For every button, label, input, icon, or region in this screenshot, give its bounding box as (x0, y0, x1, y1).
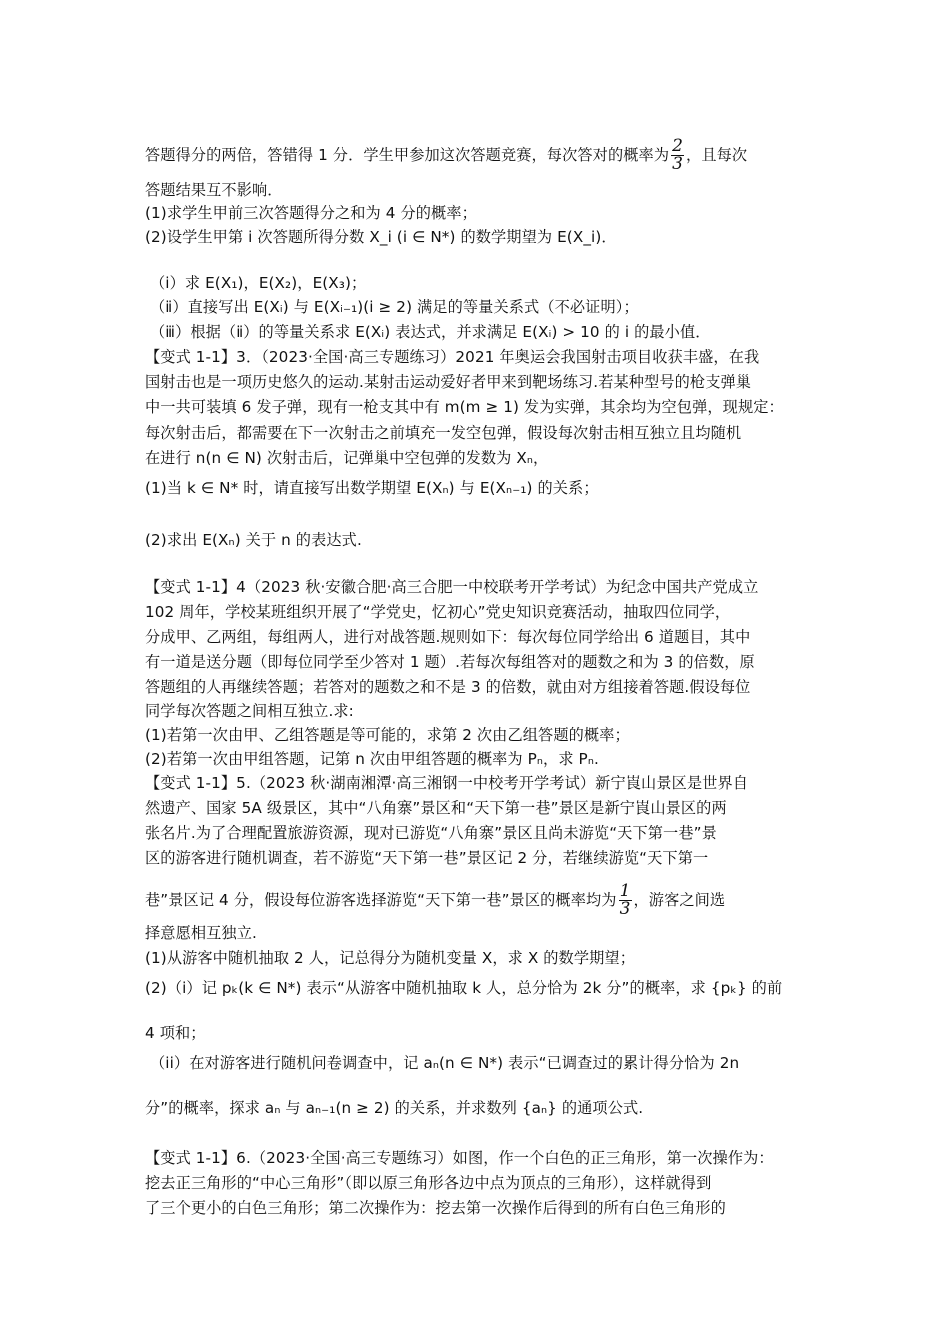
text-line: 【变式 1-1】6.（2023·全国·高三专题练习）如图，作一个白色的正三角形，第一次操作为： (145, 1149, 774, 1167)
text-line: 【变式 1-1】5.（2023 秋·湖南湘潭·高三湘钢一中校考开学考试）新宁崀山景区是世界自 (145, 774, 749, 792)
text-line: (1)从游客中随机抽取 2 人，记总得分为随机变量 X，求 X 的数学期望； (145, 949, 635, 967)
text-line: 在进行 n(n ∈ N) 次射击后，记弹巢中空包弹的发数为 Xₙ， (145, 449, 549, 467)
text-line: 国射击也是一项历史悠久的运动.某射击运动爱好者甲来到靶场练习.若某种型号的枪支弹巢 (145, 373, 752, 391)
text-line: 然遗产、国家 5A 级景区，其中“八角寨”景区和“天下第一巷”景区是新宁崀山景区的两 (145, 799, 727, 817)
text-line: 答题结果互不影响． (145, 181, 283, 199)
text-line: 分成甲、乙两组，每组两人，进行对战答题.规则如下：每次每位同学给出 6 道题目，其中 (145, 628, 751, 646)
text-line: (1)当 k ∈ N* 时，请直接写出数学期望 E(Xₙ) 与 E(Xₙ₋₁) 的关系； (145, 479, 599, 497)
text-line: （ⅲ）根据（ⅱ）的等量关系求 E(Xᵢ) 表达式，并求满足 E(Xᵢ) > 10 的 i 的最小值． (150, 323, 711, 341)
text-line: 分”的概率，探求 aₙ 与 aₙ₋₁(n ≥ 2) 的关系，并求数列 {aₙ} 的通项公式. (145, 1099, 644, 1117)
text-line: (1)求学生甲前三次答题得分之和为 4 分的概率； (145, 204, 477, 222)
text-line: (2)（i）记 pₖ(k ∈ N*) 表示“从游客中随机抽取 k 人，总分恰为 2k 分”的概率，求 {pₖ} 的前 (145, 979, 783, 997)
text-line: (2)设学生甲第 i 次答题所得分数 X_i (i ∈ N*) 的数学期望为 E(X_i)． (145, 228, 617, 246)
text-line: (2)若第一次由甲组答题，记第 n 次由甲组答题的概率为 Pₙ，求 Pₙ. (145, 750, 599, 768)
text-line: 同学每次答题之间相互独立.求: (145, 702, 354, 720)
text-line: 张名片.为了合理配置旅游资源，现对已游览“八角寨”景区且尚未游览“天下第一巷”景 (145, 824, 717, 842)
text-line: 择意愿相互独立. (145, 924, 257, 942)
text-line: 答题组的人再继续答题；若答对的题数之和不是 3 的倍数，就由对方组接着答题.假设每位 (145, 678, 751, 696)
fraction-numerator: 1 (619, 881, 631, 901)
text-line: (2)求出 E(Xₙ) 关于 n 的表达式. (145, 531, 362, 549)
fraction-denominator: 3 (619, 899, 631, 919)
fraction (619, 883, 632, 918)
text-line: （ⅰ）求 E(X₁)，E(X₂)，E(X₃)； (150, 274, 367, 292)
text-line: （ii）在对游客进行随机问卷调查中，记 aₙ(n ∈ N*) 表示“已调查过的累计得分恰为 2n (150, 1054, 740, 1072)
text-line: 有一道是送分题（即每位同学至少答对 1 题）.若每次每组答对的题数之和为 3 的倍数，原 (145, 653, 755, 671)
fraction-numerator: 2 (672, 136, 684, 156)
text-line: (1)若第一次由甲、乙组答题是等可能的，求第 2 次由乙组答题的概率； (145, 726, 630, 744)
fraction-denominator: 3 (672, 154, 684, 174)
text-line: 挖去正三角形的“中心三角形”（即以原三角形各边中点为顶点的三角形），这样就得到 (145, 1174, 712, 1192)
text-line: （ⅱ）直接写出 E(Xᵢ) 与 E(Xᵢ₋₁)(i ≥ 2) 满足的等量关系式（不必证明）； (150, 298, 639, 316)
text-line: 中一共可装填 6 发子弹，现有一枪支其中有 m(m ≥ 1) 发为实弹，其余均为空包弹，现规定： (145, 398, 784, 416)
text-line: 4 项和； (145, 1024, 206, 1042)
text-segment: ，且每次 (686, 146, 748, 164)
text-segment: ，游客之间选 (633, 891, 726, 909)
text-line: 区的游客进行随机调查，若不游览“天下第一巷”景区记 2 分，若继续游览“天下第一 (145, 849, 709, 867)
text-line: 每次射击后，都需要在下一次射击之前填充一发空包弹，假设每次射击相互独立且均随机 (145, 424, 742, 442)
text-line: 了三个更小的白色三角形；第二次操作为：挖去第一次操作后得到的所有白色三角形的 (145, 1199, 726, 1217)
text-segment: 答题得分的两倍，答错得 1 分．学生甲参加这次答题竞赛，每次答对的概率为 (145, 146, 670, 164)
text-line: 102 周年，学校某班组织开展了“学党史，忆初心”党史知识竞赛活动，抽取四位同学， (145, 603, 731, 621)
fraction (671, 138, 684, 173)
text-line (145, 883, 725, 918)
text-segment: 巷”景区记 4 分，假设每位游客选择游览“天下第一巷”景区的概率均为 (145, 891, 617, 909)
text-line: 【变式 1-1】3．（2023·全国·高三专题练习）2021 年奥运会我国射击项目收获丰盛，在我 (145, 348, 760, 366)
text-line (145, 138, 747, 173)
text-line: 【变式 1-1】4（2023 秋·安徽合肥·高三合肥一中校联考开学考试）为纪念中国共产党成立 (145, 578, 759, 596)
